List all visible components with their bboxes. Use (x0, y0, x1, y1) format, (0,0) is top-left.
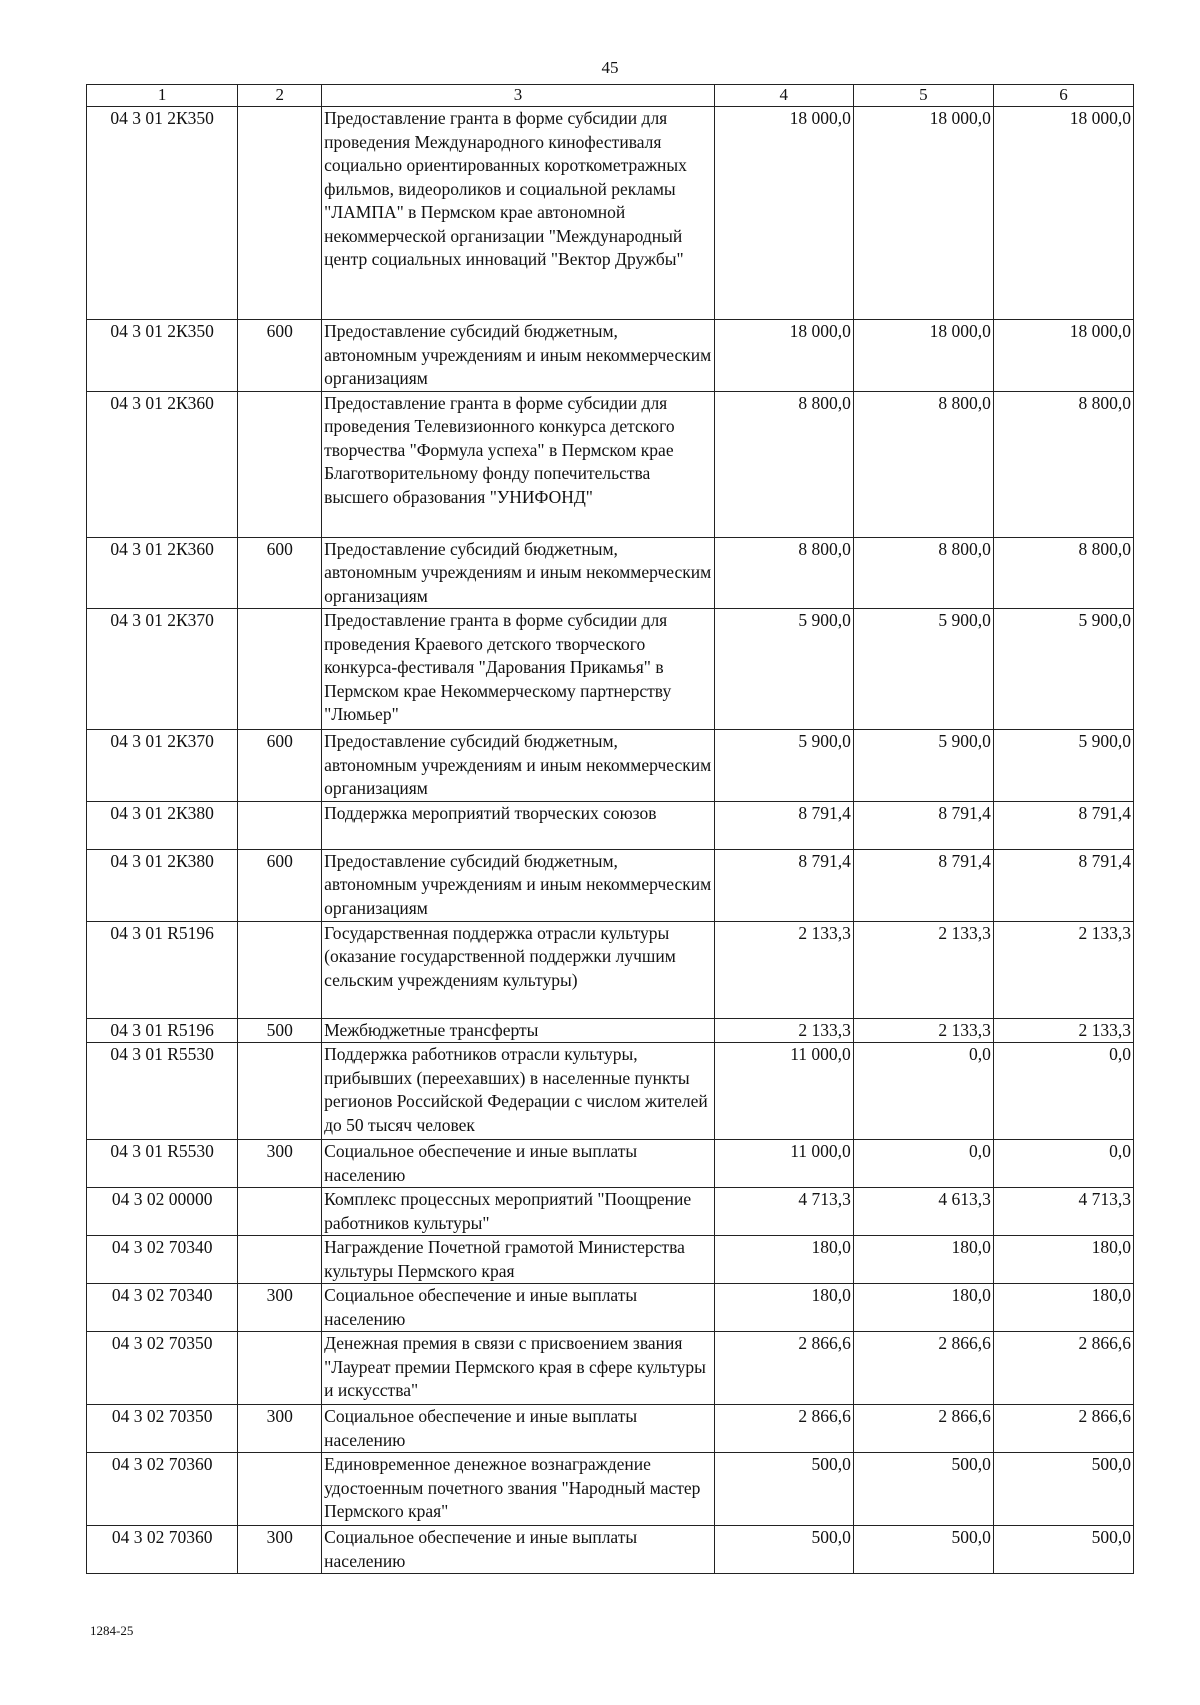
row-value-1: 8 800,0 (714, 391, 853, 537)
row-type (238, 1188, 322, 1236)
row-value-1: 18 000,0 (714, 107, 853, 320)
row-type (238, 1453, 322, 1526)
row-name: Государственная поддержка отрасли культуры (оказание государственной поддержки лучшим сельским учреждениям культуры) (322, 921, 715, 1018)
row-value-2: 2 866,6 (853, 1332, 993, 1405)
row-value-3: 180,0 (993, 1236, 1133, 1284)
row-code: 04 3 02 70360 (87, 1453, 238, 1526)
table-row (87, 609, 1134, 730)
row-value-1: 8 791,4 (714, 801, 853, 849)
row-code: 04 3 01 2К360 (87, 537, 238, 609)
row-value-2: 0,0 (853, 1043, 993, 1140)
table-row (87, 1453, 1134, 1526)
table-row (87, 1332, 1134, 1405)
row-type (238, 801, 322, 849)
row-type: 300 (238, 1405, 322, 1453)
row-value-3: 2 133,3 (993, 1018, 1133, 1043)
page-number: 45 (601, 58, 619, 77)
row-code: 04 3 01 R5196 (87, 1018, 238, 1043)
row-value-3: 8 800,0 (993, 391, 1133, 537)
row-type: 600 (238, 320, 322, 392)
row-value-3: 0,0 (993, 1140, 1133, 1188)
row-type: 600 (238, 849, 322, 921)
row-type (238, 391, 322, 537)
row-code: 04 3 01 2К360 (87, 391, 238, 537)
row-value-1: 11 000,0 (714, 1043, 853, 1140)
row-code: 04 3 01 R5530 (87, 1043, 238, 1140)
row-type (238, 609, 322, 730)
row-value-2: 2 133,3 (853, 921, 993, 1018)
table-row (87, 730, 1134, 802)
table-row (87, 1526, 1134, 1574)
row-name: Предоставление гранта в форме субсидии для проведения Телевизионного конкурса детского творчества "Формула успеха" в Пермском крае Благотворительному фонду попечительства высшего образования "УНИФОНД" (322, 391, 715, 537)
document-code: 1284-25 (90, 1623, 134, 1638)
row-value-1: 2 133,3 (714, 1018, 853, 1043)
table-row (87, 801, 1134, 849)
row-name: Предоставление гранта в форме субсидии для проведения Краевого детского творческого конкурса-фестиваля "Дарования Прикамья" в Пермском крае Некоммерческому партнерству "Люмьер" (322, 609, 715, 730)
row-name: Предоставление гранта в форме субсидии для проведения Международного кинофестиваля социально ориентированных короткометражных фильмов, видеороликов и социальной рекламы "ЛАМПА" в Пермском крае автономной некоммерческой организации "Международный центр социальных инноваций "Вектор Дружбы" (322, 107, 715, 320)
row-value-1: 2 133,3 (714, 921, 853, 1018)
row-name: Поддержка мероприятий творческих союзов (322, 801, 715, 849)
table-row (87, 391, 1134, 537)
row-name: Межбюджетные трансферты (322, 1018, 715, 1043)
row-value-2: 18 000,0 (853, 320, 993, 392)
row-name: Социальное обеспечение и иные выплаты населению (322, 1526, 715, 1574)
row-name: Поддержка работников отрасли культуры, прибывших (переехавших) в населенные пункты регионов Российской Федерации с числом жителей до 50 тысяч человек (322, 1043, 715, 1140)
row-type: 300 (238, 1526, 322, 1574)
row-code: 04 3 01 2К350 (87, 107, 238, 320)
row-name: Комплекс процессных мероприятий "Поощрение работников культуры" (322, 1188, 715, 1236)
row-type: 300 (238, 1140, 322, 1188)
row-value-3: 0,0 (993, 1043, 1133, 1140)
row-type (238, 1236, 322, 1284)
table-row (87, 107, 1134, 320)
row-value-2: 500,0 (853, 1453, 993, 1526)
row-name: Денежная премия в связи с присвоением звания "Лауреат премии Пермского края в сфере культуры и искусства" (322, 1332, 715, 1405)
table-row (87, 1043, 1134, 1140)
row-name: Награждение Почетной грамотой Министерства культуры Пермского края (322, 1236, 715, 1284)
row-name: Социальное обеспечение и иные выплаты населению (322, 1405, 715, 1453)
row-value-3: 4 713,3 (993, 1188, 1133, 1236)
table-row (87, 1236, 1134, 1284)
row-code: 04 3 02 70340 (87, 1236, 238, 1284)
row-value-1: 8 791,4 (714, 849, 853, 921)
row-value-1: 8 800,0 (714, 537, 853, 609)
row-value-1: 11 000,0 (714, 1140, 853, 1188)
row-name: Социальное обеспечение и иные выплаты населению (322, 1140, 715, 1188)
row-value-1: 5 900,0 (714, 730, 853, 802)
row-type: 500 (238, 1018, 322, 1043)
row-type: 600 (238, 537, 322, 609)
row-code: 04 3 01 2К380 (87, 849, 238, 921)
table-row (87, 849, 1134, 921)
row-value-3: 500,0 (993, 1453, 1133, 1526)
table-row (87, 1140, 1134, 1188)
row-value-2: 8 800,0 (853, 391, 993, 537)
row-value-3: 5 900,0 (993, 609, 1133, 730)
row-code: 04 3 02 00000 (87, 1188, 238, 1236)
row-value-2: 5 900,0 (853, 609, 993, 730)
row-code: 04 3 01 2К370 (87, 609, 238, 730)
row-value-3: 180,0 (993, 1284, 1133, 1332)
row-value-1: 180,0 (714, 1236, 853, 1284)
row-code: 04 3 02 70340 (87, 1284, 238, 1332)
row-code: 04 3 01 R5530 (87, 1140, 238, 1188)
row-value-2: 8 791,4 (853, 801, 993, 849)
header-col-3: 3 (322, 85, 715, 107)
row-code: 04 3 01 2К380 (87, 801, 238, 849)
row-value-3: 18 000,0 (993, 107, 1133, 320)
table-row (87, 537, 1134, 609)
row-value-2: 0,0 (853, 1140, 993, 1188)
row-type: 300 (238, 1284, 322, 1332)
table-row (87, 921, 1134, 1018)
row-type (238, 921, 322, 1018)
header-col-2: 2 (238, 85, 322, 107)
row-type (238, 1332, 322, 1405)
row-value-1: 2 866,6 (714, 1332, 853, 1405)
row-name: Единовременное денежное вознаграждение удостоенным почетного звания "Народный мастер Пермского края" (322, 1453, 715, 1526)
row-value-3: 8 791,4 (993, 801, 1133, 849)
header-col-5: 5 (853, 85, 993, 107)
row-value-1: 500,0 (714, 1526, 853, 1574)
row-value-2: 180,0 (853, 1284, 993, 1332)
row-value-1: 500,0 (714, 1453, 853, 1526)
row-code: 04 3 01 2К370 (87, 730, 238, 802)
header-col-6: 6 (993, 85, 1133, 107)
table-row (87, 320, 1134, 392)
row-value-2: 500,0 (853, 1526, 993, 1574)
row-value-1: 5 900,0 (714, 609, 853, 730)
row-value-2: 18 000,0 (853, 107, 993, 320)
row-value-3: 8 791,4 (993, 849, 1133, 921)
table-row (87, 1405, 1134, 1453)
row-type: 600 (238, 730, 322, 802)
row-value-3: 2 866,6 (993, 1332, 1133, 1405)
row-value-3: 18 000,0 (993, 320, 1133, 392)
table-row (87, 1284, 1134, 1332)
header-col-4: 4 (714, 85, 853, 107)
row-code: 04 3 02 70350 (87, 1405, 238, 1453)
row-value-1: 4 713,3 (714, 1188, 853, 1236)
row-name: Предоставление субсидий бюджетным, автономным учреждениям и иным некоммерческим организациям (322, 320, 715, 392)
row-value-2: 4 613,3 (853, 1188, 993, 1236)
row-name: Предоставление субсидий бюджетным, автономным учреждениям и иным некоммерческим организациям (322, 849, 715, 921)
row-value-2: 8 791,4 (853, 849, 993, 921)
row-value-1: 180,0 (714, 1284, 853, 1332)
row-code: 04 3 02 70350 (87, 1332, 238, 1405)
row-value-1: 2 866,6 (714, 1405, 853, 1453)
row-value-2: 2 866,6 (853, 1405, 993, 1453)
row-code: 04 3 01 R5196 (87, 921, 238, 1018)
row-name: Социальное обеспечение и иные выплаты населению (322, 1284, 715, 1332)
row-type (238, 1043, 322, 1140)
budget-table (86, 84, 1134, 1574)
row-value-2: 5 900,0 (853, 730, 993, 802)
row-code: 04 3 01 2К350 (87, 320, 238, 392)
row-value-2: 2 133,3 (853, 1018, 993, 1043)
header-row (87, 85, 1134, 107)
row-value-3: 2 866,6 (993, 1405, 1133, 1453)
row-name: Предоставление субсидий бюджетным, автономным учреждениям и иным некоммерческим организациям (322, 730, 715, 802)
row-name: Предоставление субсидий бюджетным, автономным учреждениям и иным некоммерческим организациям (322, 537, 715, 609)
row-value-2: 180,0 (853, 1236, 993, 1284)
table-row (87, 1018, 1134, 1043)
row-code: 04 3 02 70360 (87, 1526, 238, 1574)
header-col-1: 1 (87, 85, 238, 107)
row-value-3: 8 800,0 (993, 537, 1133, 609)
table-row (87, 1188, 1134, 1236)
row-value-3: 2 133,3 (993, 921, 1133, 1018)
row-value-3: 5 900,0 (993, 730, 1133, 802)
row-value-3: 500,0 (993, 1526, 1133, 1574)
row-value-2: 8 800,0 (853, 537, 993, 609)
row-value-1: 18 000,0 (714, 320, 853, 392)
row-type (238, 107, 322, 320)
